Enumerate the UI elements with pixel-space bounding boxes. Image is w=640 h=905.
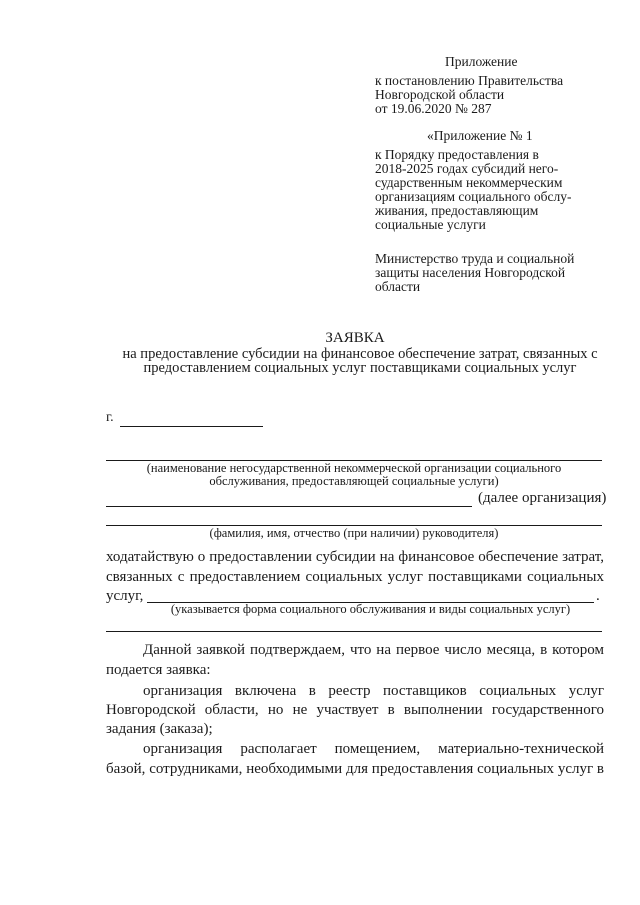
subtitle-line-2: предоставлением социальных услуг поставщиками социальных услуг: [143, 360, 577, 376]
appendix-line-3: от 19.06.2020 № 287: [375, 101, 492, 116]
item1-line-3: задания (заказа);: [106, 721, 213, 737]
application-subtitle: [100, 347, 620, 375]
petition-line-3-end: .: [596, 588, 600, 604]
org-caption: [106, 462, 602, 488]
appendix1-title: «Приложение № 1: [427, 128, 533, 143]
org-name-field-2[interactable]: [106, 506, 472, 507]
appendix1-line: живания, предоставляющим: [375, 203, 539, 218]
appendix1-line: к Порядку предоставления в: [375, 147, 539, 162]
appendix-title: Приложение: [445, 54, 518, 69]
recipient-line: Министерство труда и социальной: [375, 251, 575, 266]
appendix-header: [375, 55, 620, 116]
item2-line-2: базой, сотрудниками, необходимыми для предоставления социальных услуг в: [106, 761, 604, 777]
org-caption-line-1: (наименование негосударственной некоммерческой организации социального: [146, 461, 562, 475]
appendix1-line: социальные услуги: [375, 217, 486, 232]
appendix1-line: 2018-2025 годах субсидий него-: [375, 161, 559, 176]
appendix1-line: организациям социального обслу-: [375, 189, 572, 204]
confirmation-line-1: Данной заявкой подтверждаем, что на первое число месяца, в котором: [143, 642, 604, 658]
appendix-line-1: к постановлению Правительства: [375, 73, 564, 88]
item2-line-1: организация располагает помещением, материально-технической: [143, 741, 604, 757]
city-prefix: г.: [106, 410, 114, 425]
subtitle-line-1: на предоставление субсидии на финансовое обеспечение затрат, связанных с: [122, 346, 598, 362]
recipient-line: защиты населения Новгородской: [375, 265, 566, 280]
item1-line-1: организация включена в реестр поставщиков социальных услуг: [143, 683, 604, 699]
services-caption: (указывается форма социального обслуживания и виды социальных услуг): [170, 602, 571, 616]
recipient-line: области: [375, 279, 421, 294]
petition-line-1: ходатайствую о предоставлении субсидии на финансовое обеспечение затрат,: [106, 549, 604, 565]
confirmation-line-2: подается заявка:: [106, 662, 211, 678]
item1-line-2: Новгородской области, но не участвует в выполнении государственного: [106, 702, 604, 718]
head-caption: (фамилия, имя, отчество (при наличии) руководителя): [209, 526, 499, 540]
appendix1-line: сударственным некоммерческим: [375, 175, 563, 190]
petition-line-2: связанных с предоставлением социальных услуг поставщиками социальных: [106, 569, 604, 585]
appendix-line-2: Новгородской области: [375, 87, 505, 102]
application-title: ЗАЯВКА: [325, 330, 385, 346]
city-field[interactable]: [120, 426, 263, 427]
org-suffix: (далее организация): [478, 490, 607, 506]
org-caption-line-2: обслуживания, предоставляющей социальные услуги): [209, 474, 499, 488]
appendix1-header: [375, 129, 620, 232]
recipient-block: [375, 252, 620, 294]
services-field-2[interactable]: [106, 631, 602, 632]
petition-line-3-prefix: услуг,: [106, 588, 144, 604]
